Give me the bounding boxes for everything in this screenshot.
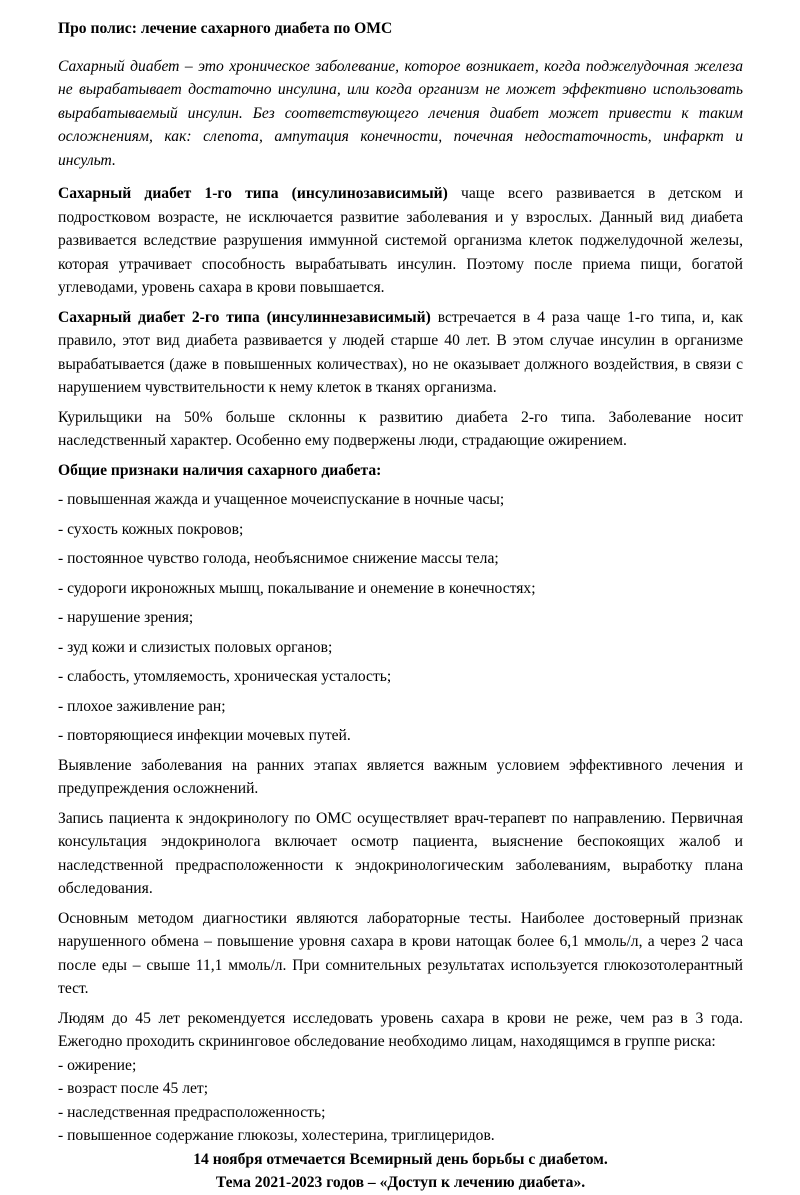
early-detection-paragraph: Выявление заболевания на ранних этапах является важным условием эффективного лечения и предупреждения осложнений. xyxy=(58,756,743,797)
type2-lead: Сахарный диабет 2-го типа (инсулиннезависимый) xyxy=(58,308,431,326)
list-item: - слабость, утомляемость, хроническая усталость; xyxy=(58,668,392,685)
list-item: - постоянное чувство голода, необъяснимое снижение массы тела; xyxy=(58,550,499,567)
page-title: Про полис: лечение сахарного диабета по ОМС xyxy=(58,20,393,37)
type1-paragraph xyxy=(58,182,743,300)
footer-line-1: 14 ноября отмечается Всемирный день борьбы с диабетом. xyxy=(193,1150,608,1168)
list-item: - судороги икроножных мышц, покалывание и онемение в конечностях; xyxy=(58,579,536,597)
diagnostics-paragraph: Основным методом диагностики являются лабораторные тесты. Наиболее достоверный признак нарушенного обмена – повышение уровня сахара в крови натощак более 6,1 ммоль/л, а через 2 часа после еды – свыше 11,1 ммоль/л. При сомнительных результатах используется глюкозотолерантный тест. xyxy=(58,909,743,997)
list-item: - плохое заживление ран; xyxy=(58,697,226,715)
list-item: - нарушение зрения; xyxy=(58,609,194,626)
smokers-paragraph: Курильщики на 50% больше склонны к развитию диабета 2-го типа. Заболевание носит наследственный характер. Особенно ему подвержены люди, страдающие ожирением. xyxy=(58,408,743,449)
list-item: - ожирение; xyxy=(58,1056,137,1074)
list-item: - повышенное содержание глюкозы, холестерина, триглицеридов. xyxy=(58,1127,495,1144)
type2-text: встречается в 4 раза чаще 1-го типа, и, как правило, этот вид диабета развивается у людей старше 40 лет. В этом случае инсулин в организме вырабатывается (даже в повышенных количествах), но не оказывает должного воздействия, в связи с нарушением чувствительности к нему клеток в тканях организма. xyxy=(58,308,743,396)
risk-group-list xyxy=(58,1054,743,1148)
list-item: - повторяющиеся инфекции мочевых путей. xyxy=(58,727,351,744)
type1-lead: Сахарный диабет 1-го типа (инсулинозависимый) xyxy=(58,185,448,202)
intro-paragraph: Сахарный диабет – это хроническое заболевание, которое возникает, когда поджелудочная железа не вырабатывает достаточно инсулина, или когда организм не может эффективно использовать вырабатываемый инсулин. Без соответствующего лечения диабет может привести к таким осложнениям, как: слепота, ампутация конечности, почечная недостаточность, инфаркт и инсульт. xyxy=(58,57,743,169)
list-item: - сухость кожных покровов; xyxy=(58,520,244,538)
type2-paragraph xyxy=(58,306,743,400)
signs-list xyxy=(58,488,743,748)
footer-line-2: Тема 2021-2023 годов – «Доступ к лечению диабета». xyxy=(215,1174,586,1191)
list-item: - возраст после 45 лет; xyxy=(58,1080,209,1097)
endocrinologist-paragraph: Запись пациента к эндокринологу по ОМС осуществляет врач-терапевт по направлению. Первичная консультация эндокринолога включает осмотр пациента, выяснение беспокоящих жалоб и наследственной предрасположенности к эндокринологическим заболеваниям, выработку плана обследования. xyxy=(58,809,743,897)
type1-text: чаще всего развивается в детском и подростковом возрасте, не исключается развитие заболевания и у взрослых. Данный вид диабета развивается вследствие разрушения иммунной системой организма клеток поджелудочной железы, которая утрачивает способность вырабатывать инсулин. Поэтому после приема пищи, богатой углеводами, уровень сахара в крови повышается. xyxy=(58,185,743,296)
list-item: - наследственная предрасположенность; xyxy=(58,1103,326,1121)
list-item: - повышенная жажда и учащенное мочеиспускание в ночные часы; xyxy=(58,491,505,508)
screening-paragraph: Людям до 45 лет рекомендуется исследовать уровень сахара в крови не реже, чем раз в 3 года. Ежегодно проходить скрининговое обследование необходимо лицам, находящимся в группе риска: xyxy=(58,1009,743,1050)
list-item: - зуд кожи и слизистых половых органов; xyxy=(58,638,333,656)
signs-heading: Общие признаки наличия сахарного диабета: xyxy=(58,461,382,479)
